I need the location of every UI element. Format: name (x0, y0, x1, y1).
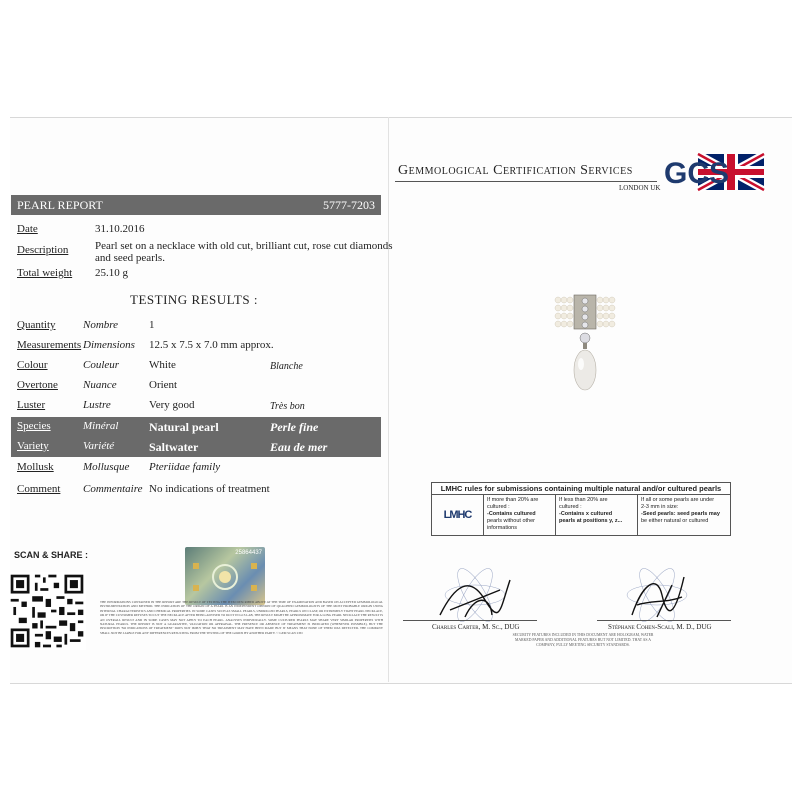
lmhc-logo: LMHC (432, 495, 484, 535)
hologram-number: 25864437 (235, 550, 262, 556)
signatory-right-name: Stéphane Cohen-Scali, M. D., DUG (608, 623, 712, 631)
signature-line-right (597, 620, 731, 621)
pearl-pendant-photo (540, 290, 630, 400)
security-note: SECURITY FEATURES INCLUDED IN THIS DOCUMENT ARE HOLOGRAM, WATER MARKED PAPER AND ADDITIONAL FEATURES BUT NOT LIMITED. THAT AS A COMPANY, FULLY MEETING SECURITY STANDARDS. (512, 633, 654, 647)
company-name: Gemmological Certification Services (398, 163, 633, 178)
signature-right (612, 565, 702, 625)
weight-row (11, 264, 381, 284)
date-label: Date (17, 223, 38, 235)
center-fold (388, 117, 389, 682)
lmhc-title: LMHC rules for submissions containing multiple natural and/or cultured pearls (432, 483, 730, 495)
result-row-comment: Comment Commentaire No indications of treatment (17, 483, 270, 495)
result-row-variety: Variety Variété Saltwater Eau de mer (11, 437, 381, 457)
result-row-overtone: Overtone Nuance Orient (17, 379, 178, 391)
company-name-rule (395, 181, 657, 182)
signature-line-left (403, 620, 537, 621)
result-row-luster: Luster Lustre Very good Très bon (17, 399, 305, 412)
gcs-union-jack-logo (662, 150, 766, 194)
description-label: Description (17, 244, 69, 256)
report-number: 5777-7203 (323, 197, 375, 212)
report-header-bar (11, 195, 381, 215)
result-row-colour: Colour Couleur White Blanche (17, 359, 303, 372)
testing-results-title: TESTING RESULTS : (130, 292, 258, 307)
scan-share-label: SCAN & SHARE : (14, 550, 89, 560)
lmhc-rules-table (431, 482, 731, 536)
result-row-measurements: Measurements Dimensions 12.5 x 7.5 x 7.0 mm approx. (17, 339, 274, 351)
weight-value: 25.10 g (95, 267, 128, 279)
result-row-mollusk: Mollusk Mollusque Pteriidae family (17, 461, 221, 473)
qr-code[interactable] (8, 572, 86, 650)
signatory-left-name: Charles Carter, M. Sc., DUG (432, 623, 520, 631)
signature-left (430, 565, 520, 625)
company-location: LONDON UK (619, 184, 661, 192)
lmhc-cell-seed-pearls: If all or some pearls are under 2-3 mm in size: -Seed pearls: seed pearls may be either natural or cultured (641, 497, 720, 524)
report-title: PEARL REPORT (17, 197, 103, 212)
gcs-logo-text: GCS (664, 157, 730, 190)
description-line1: Pearl set on a necklace with old cut, brilliant cut, rose cut diamonds (95, 240, 393, 252)
lmhc-cell-under-20: If less than 20% are cultured : -Contains x cultured pearls at positions y, z... (556, 495, 638, 535)
result-row-quantity: Quantity Nombre 1 (17, 319, 155, 331)
description-line2: and seed pearls. (95, 252, 165, 264)
weight-label: Total weight (17, 267, 73, 279)
hologram-seal (185, 547, 265, 605)
date-row (11, 220, 381, 240)
date-value: 31.10.2016 (95, 223, 145, 235)
lmhc-cell-over-20: If more than 20% are cultured : -Contains cultured pearls without other informations (484, 495, 556, 535)
result-row-species: Species Minéral Natural pearl Perle fine (11, 417, 381, 437)
legal-disclaimer: THE INFORMATIONS CONTAINED IN THE REPORT ARE THE RESULT OF TESTING THE ITEM DESCRIBED ABOVE AT THE TIME OF EXAMINATION AND BASED ON ACCEPTED GEMMOLOGICAL INSTRUMENTATION AND METHOD. THE INDICATION OF THE ORIGIN OF A PEARL IS AN INDEPENDENT OPINION OF QUALIFIED GEMMOLOGISTS OF THE MOST PROBABLE ORIGIN USING INTERNAL CHARACTERISTICS AND CHEMICAL PROPERTIES. IN SOME CASES SUCH AS SMALL PEARLS, UNDRILLED PEARLS, PEARLS ON CLASP, OR EXTREMELY TIGHT PEARL NECKLACE, OR IF THE CUSTOMER REFUSES TO CUT THE NECKLACE AFTER BEING ADVISED TO DO IT IN GCS LAB, THE RESULT MIGHT BE APPROXIMATE FOR A LONG PEARL NECKLACE THE RESULT IS AN OVERALL RESULT AND IN SOME CASES MAY NOT APPLY TO EACH PEARL. ANALYSES INDIVIDUALLY. SOME CULTURED PEARLS MAY SHARE VERY SIMILAR PROPERTIES WITH NATURAL PEARLS. THE REPORT IS NOT A GUARANTEE, VALUATION OR APPRAISAL. THE PRESENCE OR ABSENCE OF TREATMENT IS INDICATED (WHENEVER POSSIBLE), BUT THE INSCRIPTION 'NO INDICATIONS OF TREATMENT' DOES NOT IMPLY THAT NO TREATMENT MAY HAVE BEEN MADE BUT IT MEANS THAT NONE OF THEM WAS DETECTED. THE COMPANY SHALL NOT BE LIABLE FOR ANY DIFFERENCES RESULTING FROM THE TESTING OF THE GOODS BY ANOTHER PARTY. © GEM SCAN LTD (100, 600, 383, 635)
